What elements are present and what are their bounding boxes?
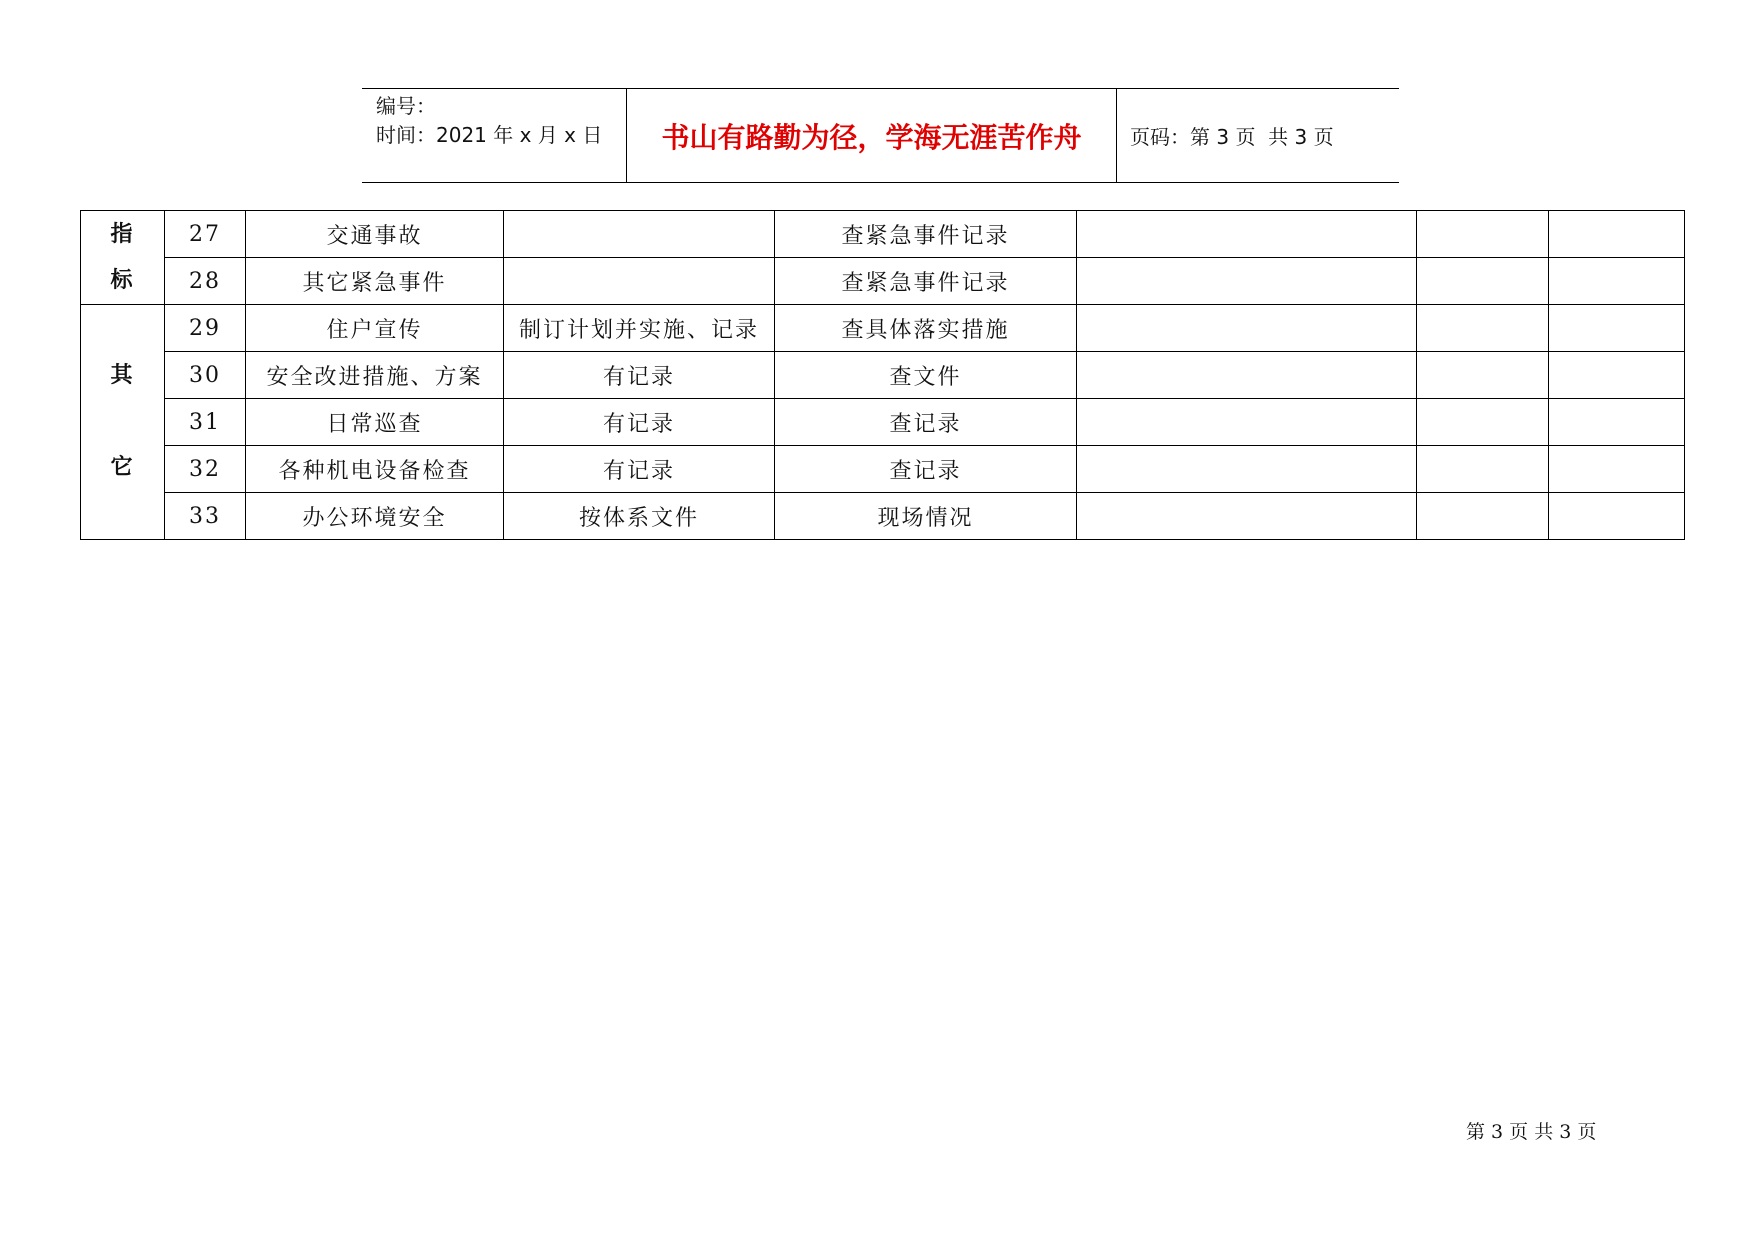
item-cell: 住户宣传 [246,305,504,352]
item-cell: 办公环境安全 [246,493,504,540]
blank-cell [1549,211,1685,258]
blank-cell [1549,258,1685,305]
category-cell [81,211,165,305]
row-number: 30 [165,352,246,399]
method-cell: 查紧急事件记录 [775,258,1077,305]
time-label: 时间：2021 年 x 月 x 日 [376,123,603,147]
page-footer: 第 3 页 共 3 页 [1466,1121,1597,1143]
table-row [81,258,1685,305]
table-row [81,446,1685,493]
item-cell: 日常巡查 [246,399,504,446]
row-number: 28 [165,258,246,305]
number-label: 编号： [376,94,436,118]
category-label: 其 它 [110,363,135,480]
requirement-cell: 有记录 [504,399,775,446]
method-cell: 查记录 [775,446,1077,493]
table-row [81,352,1685,399]
category-cell [81,305,165,540]
blank-cell [1549,399,1685,446]
blank-cell [1077,258,1417,305]
method-cell: 查文件 [775,352,1077,399]
table-row [81,493,1685,540]
blank-cell [1417,493,1549,540]
blank-cell [1077,493,1417,540]
blank-cell [1417,446,1549,493]
blank-cell [1549,446,1685,493]
blank-cell [1417,211,1549,258]
item-cell: 安全改进措施、方案 [246,352,504,399]
row-number: 27 [165,211,246,258]
method-cell: 查具体落实措施 [775,305,1077,352]
requirement-cell: 按体系文件 [504,493,775,540]
requirement-cell: 有记录 [504,446,775,493]
item-cell: 交通事故 [246,211,504,258]
requirement-cell [504,211,775,258]
blank-cell [1417,352,1549,399]
row-number: 29 [165,305,246,352]
table-row [81,399,1685,446]
page-label: 页码：第 3 页 共 3 页 [1130,125,1334,149]
blank-cell [1549,352,1685,399]
method-cell: 查紧急事件记录 [775,211,1077,258]
item-cell: 其它紧急事件 [246,258,504,305]
table-row [81,211,1685,258]
table-row [81,305,1685,352]
blank-cell [1077,352,1417,399]
row-number: 33 [165,493,246,540]
blank-cell [1077,446,1417,493]
header-info [362,89,627,182]
blank-cell [1417,305,1549,352]
category-label: 指 标 [110,221,135,293]
row-number: 31 [165,399,246,446]
requirement-cell: 制订计划并实施、记录 [504,305,775,352]
row-number: 32 [165,446,246,493]
blank-cell [1549,305,1685,352]
requirement-cell: 有记录 [504,352,775,399]
blank-cell [1417,399,1549,446]
blank-cell [1077,211,1417,258]
inspection-table [80,210,1685,540]
blank-cell [1077,305,1417,352]
blank-cell [1549,493,1685,540]
slogan: 书山有路勤为径，学海无涯苦作舟 [627,89,1117,182]
document-header [362,88,1399,183]
item-cell: 各种机电设备检查 [246,446,504,493]
requirement-cell [504,258,775,305]
method-cell: 查记录 [775,399,1077,446]
blank-cell [1077,399,1417,446]
blank-cell [1417,258,1549,305]
method-cell: 现场情况 [775,493,1077,540]
